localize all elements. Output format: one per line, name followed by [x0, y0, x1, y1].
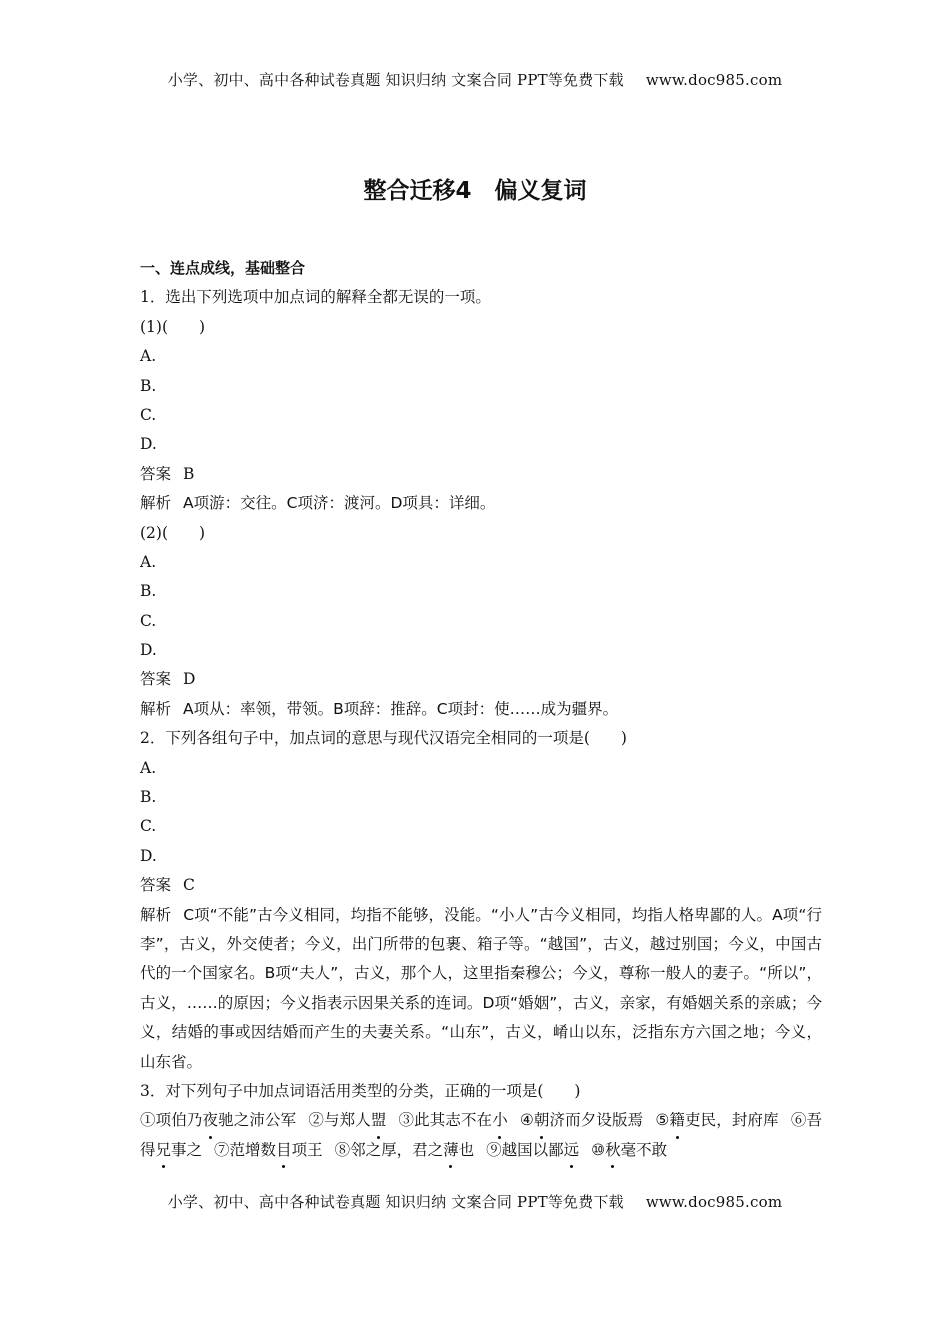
dotted-character: 小 — [492, 1106, 508, 1135]
sentence-text-pre: ⑦范增数 — [214, 1140, 277, 1159]
sentence-text-pre: ⑨越国以鄙 — [486, 1140, 564, 1159]
q1-sub2-option-b: B. — [140, 582, 157, 601]
q1-sub1-option-a: A. — [140, 347, 157, 366]
sentence-text-pre: ③此其志不在 — [398, 1111, 493, 1130]
q3-sentence-item — [398, 1111, 507, 1129]
sentence-text-pre: ⑩ — [591, 1140, 606, 1159]
sentence-text-pre: ②与郑人 — [308, 1111, 371, 1130]
q3-sentence-item — [214, 1141, 323, 1159]
page-header — [0, 69, 950, 90]
answer-label: 答案 — [140, 464, 172, 483]
footer-url[interactable]: www.doc985.com — [645, 1193, 783, 1211]
dotted-character: 薄 — [443, 1136, 459, 1165]
q2-option-c: C. — [140, 817, 157, 836]
sentence-text-post: 济而夕设版焉 — [549, 1111, 644, 1130]
sentence-text-post: 驰之沛公军 — [218, 1111, 297, 1130]
dotted-character: 远 — [564, 1136, 580, 1165]
sentence-text-post: 项王 — [291, 1140, 323, 1159]
answer-value: D — [183, 670, 196, 689]
q1-sub1-label: (1)( ) — [140, 317, 206, 336]
q1-sub1-option-b: B. — [140, 376, 157, 395]
page-footer — [0, 1191, 950, 1212]
answer-value: B — [183, 464, 195, 483]
q2-option-d: D. — [140, 846, 157, 865]
q1-sub2-analysis — [140, 695, 822, 724]
question-2-stem: 2．下列各组句子中，加点词的意思与现代汉语完全相同的一项是( ) — [140, 729, 627, 748]
q2-option-a: A. — [140, 758, 157, 777]
analysis-label: 解析 — [140, 494, 172, 513]
q3-sentence-item — [591, 1141, 667, 1159]
analysis-text: C项“不能”古今义相同，均指不能够，没能。“小人”古今义相同，均指人格卑鄙的人。A项“行李”，古义，外交使者；今义，出门所带的包裹、箱子等。“越国”，古义，越过别国；今义，中国古代的一个国家名。B项“夫人”，古义，那个人，这里指秦穆公；今义，尊称一般人的妻子。“所以”，古义，……的原因；今义指表示因果关系的连词。D项“婚姻”，古义，亲家，有婚姻关系的亲戚；今义，结婚的事或因结婚而产生的夫妻关系。“山东”，古义，崤山以东，泛指东方六国之地；今义，山东省。 — [140, 905, 822, 1071]
q2-analysis — [140, 901, 822, 1077]
sentence-text-pre: ⑥吾得 — [140, 1111, 822, 1159]
analysis-text: A项从：率领，带领。B项辞：推辞。C项封：使……成为疆界。 — [183, 699, 619, 718]
dotted-character: 朝 — [534, 1106, 550, 1135]
q1-sub1-option-d: D. — [140, 435, 157, 454]
dotted-character: 秋 — [605, 1136, 621, 1165]
sentence-text-post: 吏民，封府库 — [684, 1111, 779, 1130]
dotted-character: 兄 — [156, 1136, 172, 1165]
q1-sub2-option-c: C. — [140, 611, 157, 630]
dotted-character: 夜 — [202, 1106, 218, 1135]
analysis-label: 解析 — [140, 699, 172, 718]
dotted-character: 目 — [276, 1136, 292, 1165]
q1-sub1-analysis — [140, 489, 822, 518]
q2-option-b: B. — [140, 788, 157, 807]
q2-answer — [140, 871, 822, 900]
q1-sub2-label: (2)( ) — [140, 523, 206, 542]
sentence-text-post: 毫不敢 — [620, 1140, 668, 1159]
q3-sentence-item — [140, 1111, 296, 1129]
sentence-text-post: 也 — [458, 1140, 475, 1159]
question-3-stem: 3．对下列句子中加点词语活用类型的分类，正确的一项是( ) — [140, 1082, 581, 1101]
q1-sub2-option-a: A. — [140, 552, 157, 571]
q1-sub2-answer — [140, 665, 822, 694]
q3-sentence-item — [655, 1111, 779, 1129]
q3-sentence-item — [486, 1141, 579, 1159]
q3-sentence-item — [335, 1141, 475, 1159]
dotted-character: 盟 — [371, 1106, 387, 1135]
dotted-character: 籍 — [669, 1106, 685, 1135]
answer-label: 答案 — [140, 876, 172, 895]
sentence-text-pre: ⑤ — [655, 1111, 670, 1130]
q1-sub1-answer — [140, 460, 822, 489]
analysis-text: A项游：交往。C项济：渡河。D项具：详细。 — [183, 494, 496, 513]
footer-text: 小学、初中、高中各种试卷真题 知识归纳 文案合同 PPT等免费下载 — [167, 1193, 624, 1211]
document-title: 整合迁移4 偏义复词 — [363, 178, 587, 204]
header-url[interactable]: www.doc985.com — [645, 71, 783, 89]
q1-sub1-option-c: C. — [140, 405, 157, 424]
q1-sub2-option-d: D. — [140, 641, 157, 660]
document-body — [140, 254, 822, 1165]
answer-label: 答案 — [140, 670, 172, 689]
q3-sentence-list — [140, 1106, 822, 1165]
sentence-text-pre: ④ — [519, 1111, 534, 1130]
sentence-text-pre: ⑧邻之厚，君之 — [334, 1140, 444, 1159]
header-text: 小学、初中、高中各种试卷真题 知识归纳 文案合同 PPT等免费下载 — [167, 71, 624, 89]
q3-sentence-item — [520, 1111, 644, 1129]
analysis-label: 解析 — [140, 905, 172, 924]
answer-value: C — [183, 876, 195, 895]
section-heading: 一、连点成线，基础整合 — [140, 259, 306, 277]
question-1-stem: 1．选出下列选项中加点词的解释全都无误的一项。 — [140, 288, 491, 307]
sentence-text-pre: ①项伯乃 — [140, 1111, 203, 1130]
q3-sentence-item — [308, 1111, 386, 1129]
sentence-text-post: 事之 — [171, 1140, 203, 1159]
